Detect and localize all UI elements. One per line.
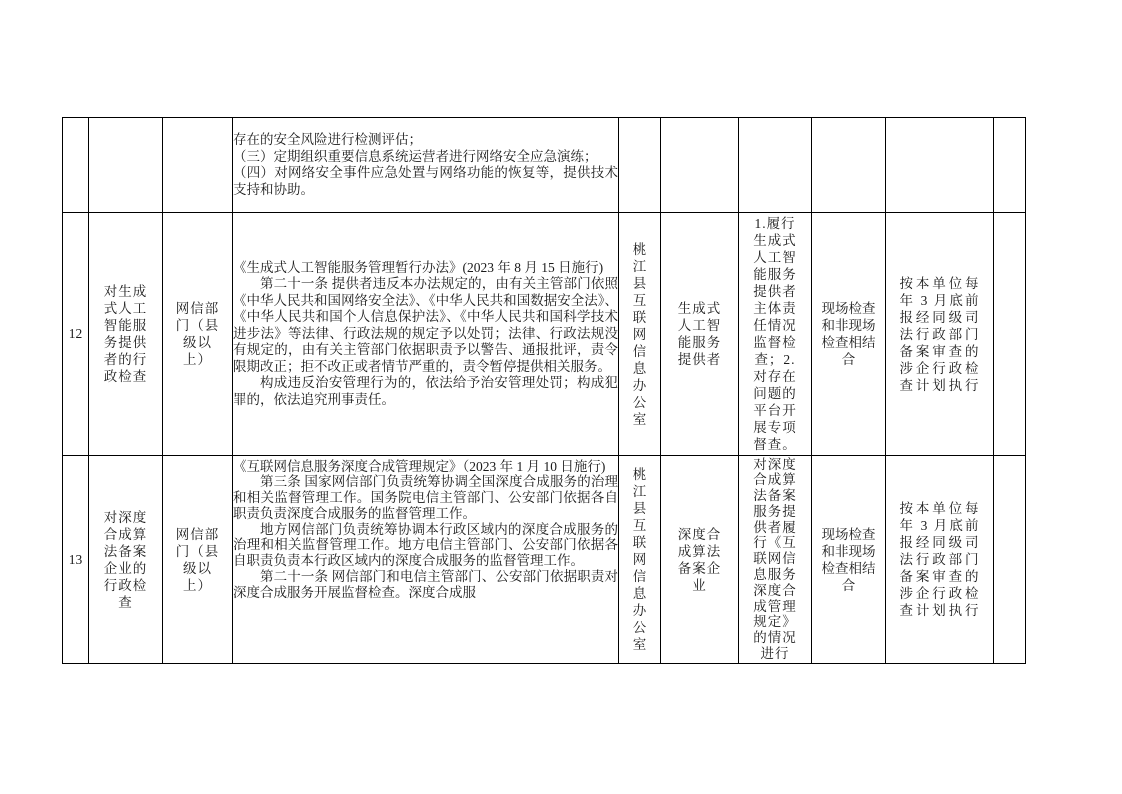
content-cell [739, 118, 812, 213]
basis-title: 《互联网信息服务深度合成管理规定》（2023 年 1 月 10 日施行) [233, 458, 606, 474]
agency-cell [619, 456, 661, 664]
agency-text: 桃江县互联网信息办公室 [632, 467, 647, 652]
legal-basis-cell [233, 456, 619, 664]
remark-cell [994, 456, 1026, 664]
basis-paragraph: 第二十一条 网信部门和电信主管部门、公安部门依据职责对深度合成服务开展监督检查。深度合成服 [233, 569, 618, 600]
legal-basis-cell [233, 213, 619, 456]
inspection-item-cell [89, 213, 163, 456]
inspection-item-text: 对生成式人工智能服务提供者的行政检查 [103, 284, 148, 384]
method-text: 现场检查和非现场检查相结合 [821, 301, 876, 367]
plan-cell [886, 118, 994, 213]
inspection-item-cell [89, 456, 163, 664]
basis-paragraph: 存在的安全风险进行检测评估； [233, 132, 422, 147]
remark-cell [994, 118, 1026, 213]
row-number-cell [63, 118, 89, 213]
basis-paragraph: （三）定期组织重要信息系统运营者进行网络安全应急演练； [233, 148, 598, 164]
target-cell [661, 118, 739, 213]
plan-cell [886, 456, 994, 664]
department-text: 网信部门（县级以上） [175, 526, 220, 593]
department-cell [163, 456, 233, 664]
content-text: 对深度合成算法备案服务提供者履行《互联网信息服务深度合成管理规定》的情况进行 [753, 456, 797, 662]
content-text: 1.履行生成式人工智能服务提供者主体责任情况监督检查；2.对存在问题的平台开展专项督查。 [753, 216, 797, 452]
agency-text: 桃江县互联网信息办公室 [632, 241, 647, 427]
target-text: 深度合成算法备案企业 [677, 526, 722, 593]
basis-title: 《生成式人工智能服务管理暂行办法》(2023 年 8 月 15 日施行) [233, 259, 604, 275]
agency-cell [619, 118, 661, 213]
method-cell [812, 456, 886, 664]
inspection-table [62, 117, 1026, 664]
method-text: 现场检查和非现场检查相结合 [821, 526, 876, 593]
plan-cell [886, 213, 994, 456]
legal-basis-cell [233, 118, 619, 213]
basis-paragraph: 构成违反治安管理行为的，依法给予治安管理处罚；构成犯罪的，依法追究刑事责任。 [233, 375, 618, 407]
table-row-12 [63, 213, 1026, 456]
row-number-cell: 13 [63, 456, 89, 664]
plan-text: 按本单位每年 3 月底前报经同级司法行政部门备案审查的涉企行政检查计划执行 [899, 501, 980, 618]
content-cell [739, 213, 812, 456]
basis-paragraph: （四）对网络安全事件应急处置与网络功能的恢复等，提供技术支持和协助。 [233, 165, 618, 197]
method-cell [812, 118, 886, 213]
remark-cell [994, 213, 1026, 456]
department-text: 网信部门（县级以上） [175, 301, 220, 367]
plan-text: 按本单位每年 3 月底前报经同级司法行政部门备案审查的涉企行政检查计划执行 [899, 275, 980, 393]
department-cell [163, 118, 233, 213]
target-cell [661, 456, 739, 664]
department-cell [163, 213, 233, 456]
basis-paragraph: 第三条 国家网信部门负责统筹协调全国深度合成服务的治理和相关监督管理工作。国务院电信主管部门、公安部门依据各自职责负责深度合成服务的监督管理工作。 [233, 474, 618, 521]
table-row-continuation [63, 118, 1026, 213]
inspection-item-cell [89, 118, 163, 213]
row-number-cell: 12 [63, 213, 89, 456]
basis-paragraph: 地方网信部门负责统筹协调本行政区域内的深度合成服务的治理和相关监督管理工作。地方电信主管部门、公安部门依据各自职责负责本行政区域内的深度合成服务的监督管理工作。 [233, 521, 618, 569]
target-cell [661, 213, 739, 456]
inspection-item-text: 对深度合成算法备案企业的行政检查 [103, 509, 148, 610]
table-row-13 [63, 456, 1026, 664]
basis-paragraph: 第二十一条 提供者违反本办法规定的，由有关主管部门依照《中华人民共和国网络安全法》、《中华人民共和国数据安全法》、《中华人民共和国个人信息保护法》、《中华人民共和国科学技术进步法》等法律、行政法规的规定予以处罚；法律、行政法规没有规定的，由有关主管部门依据职责予以警告、通报批评，责令限期改正；拒不改正或者情节严重的，责令暂停提供相关服务。 [233, 276, 618, 374]
target-text: 生成式人工智能服务提供者 [677, 301, 722, 367]
agency-cell [619, 213, 661, 456]
method-cell [812, 213, 886, 456]
content-cell [739, 456, 812, 664]
